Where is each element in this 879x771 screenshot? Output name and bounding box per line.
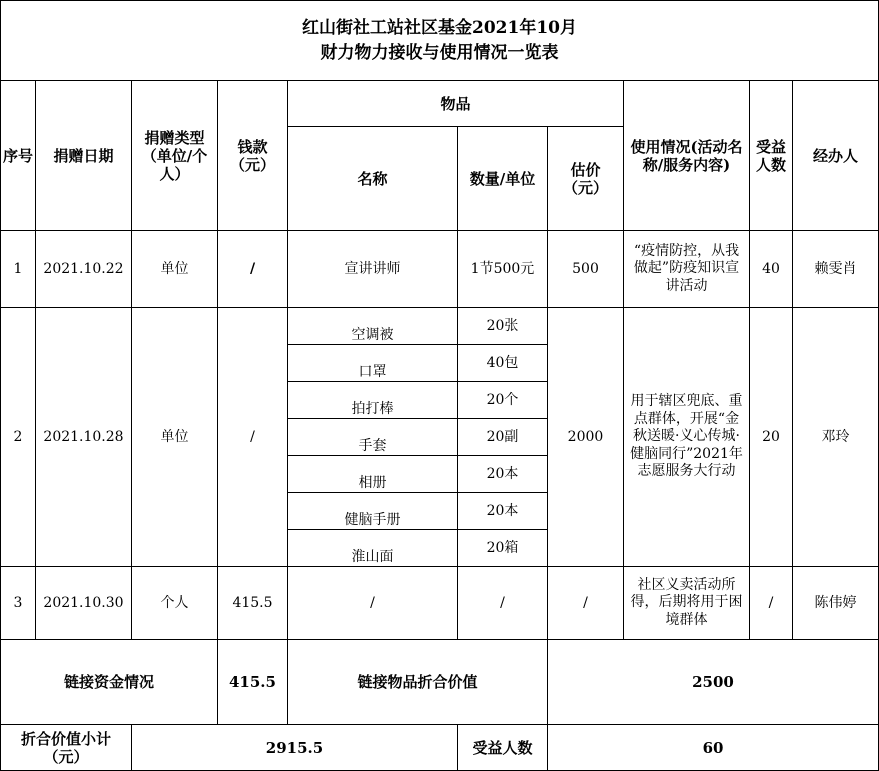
row2-item-qty: 20副 [486, 428, 519, 445]
row3-beneficiaries: / [768, 594, 774, 611]
row1-money: / [249, 260, 256, 277]
grid-line [131, 80, 132, 640]
subtotal-label: 折合价值小计（元） [20, 729, 111, 766]
title-line-2: 财力物力接收与使用情况一览表 [320, 42, 559, 63]
title-line-1: 红山街社工站社区基金2021年10月 [302, 17, 577, 38]
row2-item-name: 手套 [358, 438, 387, 455]
row1-index: 1 [13, 260, 23, 277]
grid-line [287, 344, 548, 345]
row2-handler: 邓玲 [821, 428, 850, 445]
grid-line [547, 126, 548, 771]
row3-date: 2021.10.30 [43, 594, 124, 611]
funds-value: 415.5 [229, 673, 276, 691]
grid-line [287, 381, 548, 382]
goods-value-total: 2500 [692, 673, 734, 691]
grid-line [792, 80, 793, 640]
row2-item-name: 口罩 [358, 364, 387, 381]
header-handler: 经办人 [812, 146, 858, 165]
row3-usage: 社区义卖活动所得，后期将用于困境群体 [630, 576, 743, 628]
row3-value: / [583, 594, 588, 611]
row3-item-name: / [370, 594, 375, 611]
row1-type: 单位 [160, 260, 189, 277]
grid-line [457, 724, 458, 771]
row2-money: / [250, 428, 255, 445]
header-date: 捐赠日期 [53, 146, 114, 165]
row1-beneficiaries: 40 [762, 260, 780, 277]
grid-line [457, 126, 458, 640]
header-index: 序号 [3, 146, 34, 165]
header-goods: 物品 [440, 94, 471, 113]
row2-item-name: 健脑手册 [344, 512, 401, 529]
row1-item-name: 宣讲讲师 [344, 260, 401, 277]
header-goods-value: 估价（元） [563, 160, 609, 197]
row2-item-name: 拍打棒 [351, 401, 394, 418]
row1-date: 2021.10.22 [43, 260, 124, 277]
grid-line [35, 80, 36, 640]
row2-beneficiaries: 20 [762, 428, 780, 445]
row3-money: 415.5 [232, 594, 273, 611]
table-title [1, 1, 878, 80]
grid-line [217, 80, 218, 725]
header-beneficiaries: 受益人数 [755, 137, 786, 174]
grid-line [287, 418, 548, 419]
row2-item-qty: 20个 [486, 391, 519, 408]
row3-handler: 陈伟婷 [814, 594, 857, 611]
total-beneficiaries-value: 60 [702, 738, 724, 757]
row3-index: 3 [13, 594, 23, 611]
funds-label: 链接资金情况 [63, 673, 154, 691]
row3-item-qty: / [500, 594, 505, 611]
grid-line [0, 0, 1, 771]
row2-type: 单位 [160, 428, 189, 445]
header-usage: 使用情况(活动名称/服务内容) [630, 137, 743, 174]
row2-item-name: 相册 [358, 475, 387, 492]
grid-line [287, 80, 288, 725]
grid-line [623, 80, 624, 640]
row1-value: 500 [572, 260, 599, 277]
row2-index: 2 [13, 428, 23, 445]
row2-item-qty: 20本 [486, 465, 519, 482]
row2-item-name: 空调被 [351, 327, 394, 344]
row2-item-qty: 20箱 [486, 539, 519, 556]
row1-handler: 赖雯肖 [814, 260, 857, 277]
row2-item-qty: 20本 [486, 502, 519, 519]
row1-usage: “疫情防控，从我做起”防疫知识宣讲活动 [633, 242, 740, 294]
total-beneficiaries-label: 受益人数 [472, 738, 533, 757]
row2-usage: 用于辖区兜底、重点群体，开展“金秋送暖·义心传城·健脑同行”2021年志愿服务大行动 [630, 393, 743, 480]
grid-line [287, 492, 548, 493]
grid-line [749, 80, 750, 640]
grid-line [131, 724, 132, 771]
header-goods-name: 名称 [357, 169, 388, 188]
header-goods-qty: 数量/单位 [469, 169, 536, 188]
row1-item-qty: 1节500元 [470, 260, 535, 277]
header-money: 钱款（元） [230, 137, 276, 174]
subtotal-value: 2915.5 [265, 738, 324, 757]
row2-date: 2021.10.28 [43, 428, 124, 445]
goods-value-label: 链接物品折合价值 [357, 673, 478, 691]
row2-item-qty: 40包 [486, 354, 519, 371]
grid-line [287, 126, 623, 127]
header-type: 捐赠类型（单位/个人） [141, 128, 208, 183]
row2-item-qty: 20张 [486, 317, 519, 334]
grid-line [287, 455, 548, 456]
grid-line [287, 529, 548, 530]
row2-value: 2000 [567, 428, 604, 445]
row3-type: 个人 [160, 594, 189, 611]
row2-item-name: 淮山面 [351, 549, 394, 566]
grid-line [0, 0, 879, 1]
